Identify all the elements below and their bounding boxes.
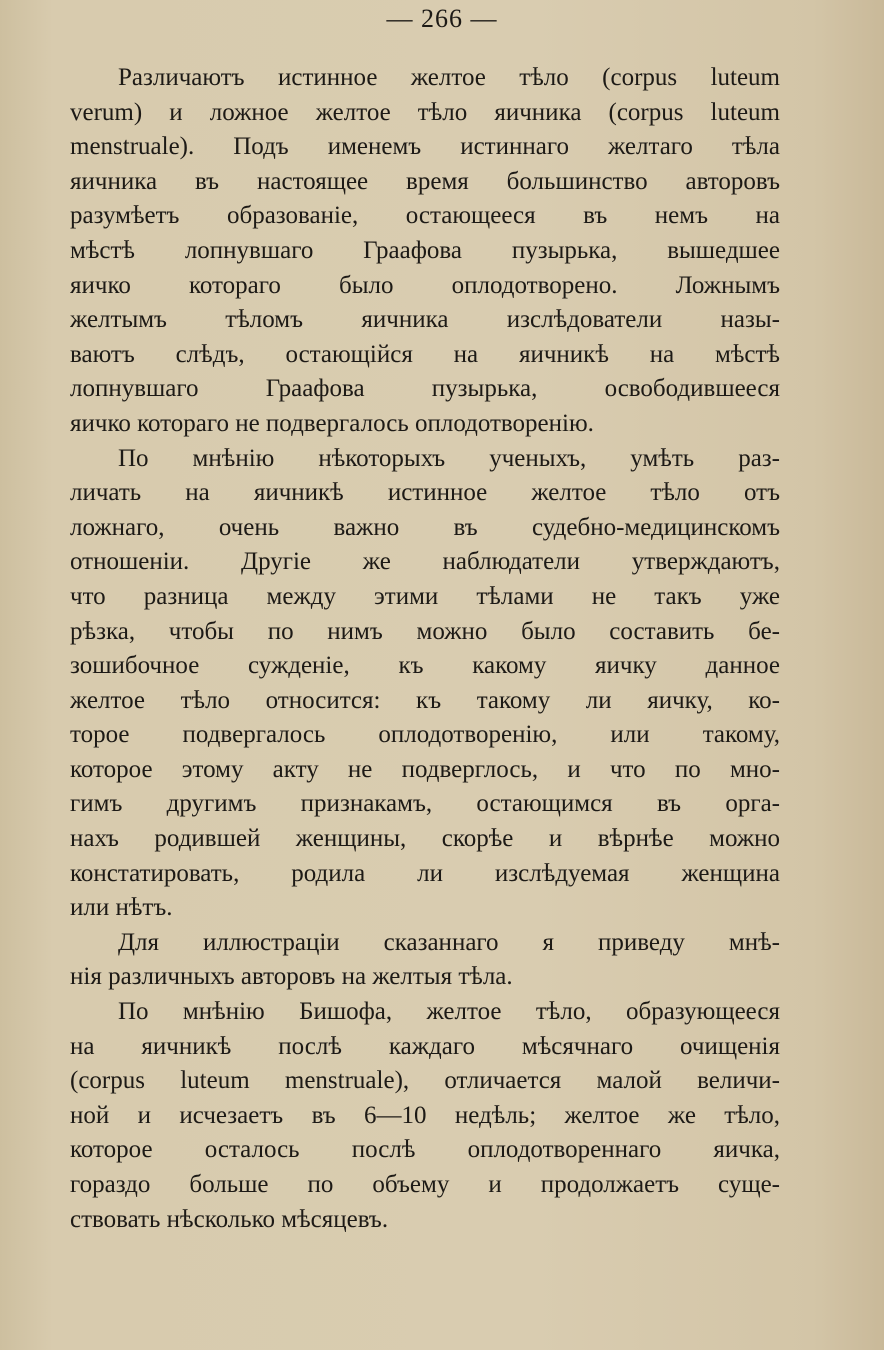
body-text (70, 61, 780, 1237)
text-line: нахъ родившей женщины, скорѣе и вѣрнѣе можно (70, 825, 780, 853)
text-line: гимъ другимъ признакамъ, остающимся въ орга- (70, 790, 780, 818)
text-line: которое осталось послѣ оплодотвореннаго яичка, (70, 1136, 780, 1164)
text-line: яичника въ настоящее время большинство авторовъ (70, 167, 780, 195)
text-line: желтое тѣло относится: къ такому ли яичку, ко- (70, 686, 780, 714)
text-line: на яичникѣ послѣ каждаго мѣсячнаго очищенія (70, 1032, 780, 1060)
text-line: menstruale). Подъ именемъ истиннаго желтаго тѣла (70, 133, 780, 161)
text-line: нія различныхъ авторовъ на желтыя тѣла. (70, 963, 513, 991)
paragraph-3 (70, 926, 780, 995)
text-line: яичко котораго было оплодотворено. Ложнымъ (70, 271, 780, 299)
text-line: Различаютъ истинное желтое тѣло (corpus luteum (118, 64, 780, 91)
text-line: ваютъ слѣдъ, остающійся на яичникѣ на мѣстѣ (70, 340, 780, 368)
text-line: По мнѣнію нѣкоторыхъ ученыхъ, умѣть раз- (118, 444, 780, 472)
text-line: мѣстѣ лопнувшаго Граафова пузырька, вышедшее (70, 236, 780, 264)
text-line: личать на яичникѣ истинное желтое тѣло отъ (70, 479, 780, 507)
text-line: разумѣетъ образованіе, остающееся въ немъ на (70, 202, 780, 230)
text-line: ствовать нѣсколько мѣсяцевъ. (70, 1205, 389, 1233)
text-line: торое подвергалось оплодотворенію, или такому, (70, 721, 780, 749)
paragraph-2 (70, 442, 780, 926)
text-line: яичко котораго не подвергалось оплодотворенію. (70, 409, 594, 437)
text-line: или нѣтъ. (70, 894, 173, 922)
text-line: лопнувшаго Граафова пузырька, освободившееся (70, 375, 780, 403)
text-line: желтымъ тѣломъ яичника изслѣдователи назы- (70, 306, 780, 334)
text-line: констатировать, родила ли изслѣдуемая женщина (70, 859, 780, 887)
text-line: ной и исчезаетъ въ 6—10 недѣль; желтое же тѣло, (70, 1101, 780, 1129)
text-line: рѣзка, чтобы по нимъ можно было составить бе- (70, 617, 780, 645)
text-line: verum) и ложное желтое тѣло яичника (corpus luteum (70, 98, 780, 126)
text-line: ложнаго, очень важно въ судебно-медицинскомъ (70, 513, 780, 541)
text-line: По мнѣнію Бишофа, желтое тѣло, образующееся (118, 998, 780, 1026)
paragraph-1 (70, 61, 780, 442)
text-line: которое этому акту не подверглось, и что по мно- (70, 755, 780, 783)
page-number: — 266 — (386, 4, 498, 33)
text-line: отношеніи. Другіе же наблюдатели утверждаютъ, (70, 548, 780, 576)
paragraph-4 (70, 995, 780, 1237)
text-line: гораздо больше по объему и продолжаетъ суще- (70, 1171, 780, 1198)
text-line: зошибочное сужденіе, къ какому яичку данное (70, 652, 780, 680)
text-line: что разница между этими тѣлами не такъ уже (70, 582, 780, 610)
text-line: (corpus luteum menstruale), отличается малой величи- (70, 1067, 780, 1095)
text-line: Для иллюстраціи сказаннаго я приведу мнѣ- (118, 928, 780, 956)
